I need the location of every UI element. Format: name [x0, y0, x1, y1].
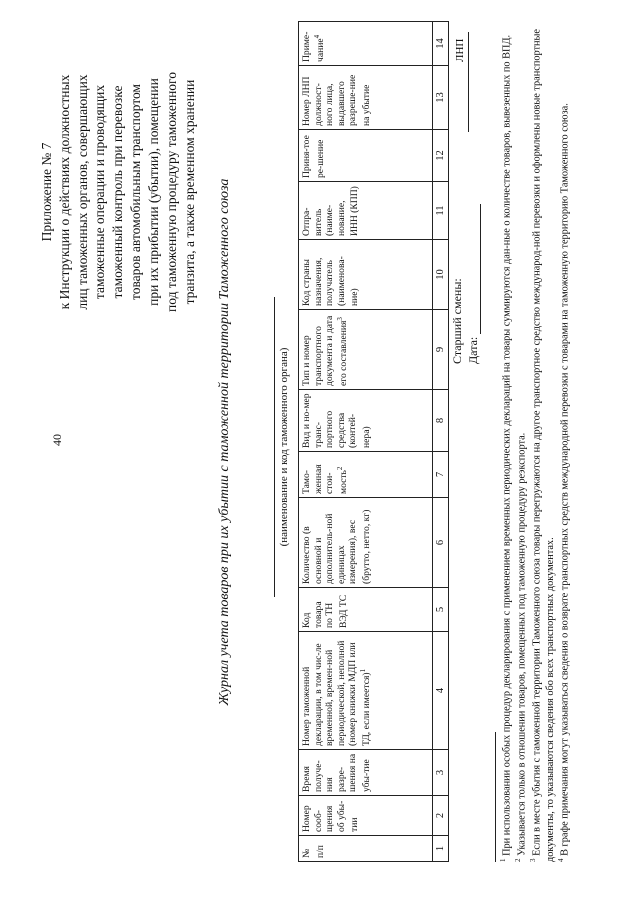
column-number: 2: [433, 796, 449, 836]
header-cell: Отпра-витель (наиме-нование, ИНН (КПП): [299, 182, 433, 240]
column-number: 8: [433, 390, 449, 452]
appendix-line: к Инструкции о действиях должностных: [56, 74, 72, 310]
column-number: 10: [433, 240, 449, 310]
rotated-page-content: [32, 22, 622, 862]
footnote: $^1$ При использовании особых процедур декларирования с применением временных периодических деклараций на товары суммируются дан-ные о количестве товаров, вывезенных по ВПД.: [499, 34, 513, 862]
lnp-label: ЛНП: [454, 38, 466, 62]
footnote-rule: [495, 732, 496, 862]
appendix-line: лиц таможенных органов, совершающих: [74, 74, 90, 310]
header-row: [299, 22, 433, 862]
column-number: 3: [433, 750, 449, 796]
header-cell: Количество (в основной и дополнитель-ной единицах измерения), вес (брутто, нетто, кг): [299, 498, 433, 588]
column-number: 12: [433, 130, 449, 182]
date-label: Дата:: [466, 336, 480, 364]
appendix-line: таможенные операции и проводящих: [92, 84, 108, 300]
footnote: $^2$ Указывается только в отношении товаров, помещенных под таможенную процедуру реэкспорта.: [514, 432, 528, 862]
column-number: 9: [433, 310, 449, 390]
footnote: $^3$ Если в месте убытия с таможенной территории Таможенного союза товары перегружаются на другое транспортное средство международ-ной перевозки и оформлены новые транспортные документы, то указываются сведения обо всех транспортных документах.: [529, 29, 556, 862]
column-number: 14: [433, 22, 449, 66]
header-cell: Приня-тое ре-шение: [299, 130, 433, 182]
org-fill-line: [274, 297, 275, 597]
signature-line: [468, 32, 469, 132]
footnote: $^4$ В графе примечания могут указываться сведения о возврате транспортных средств международной перевозки с товарами на таможенную территорию Таможенного союза.: [557, 103, 571, 862]
header-cell: Тамо-женная стои-мость$^2$: [299, 452, 433, 498]
column-number: 11: [433, 182, 449, 240]
appendix-line: Приложение № 7: [39, 142, 54, 242]
appendix-line: транзита, а также временном хранении: [181, 79, 197, 305]
org-caption: (наименование и код таможенного органа): [278, 347, 290, 547]
header-cell: Номер таможенной декларации, в том чис-ле временной, времен-ной периодической, неполной (номер книжки МДП или ТД, если имеется)$^1$: [299, 632, 433, 750]
column-number: 4: [433, 632, 449, 750]
appendix-line: товаров автомобильным транспортом: [128, 84, 144, 300]
journal-table: [298, 21, 449, 862]
page-number: 40: [50, 434, 64, 446]
date-blank-line: [480, 204, 481, 334]
column-number: 7: [433, 452, 449, 498]
header-cell: Вид и но-мер транс-портного средства (контей-нера): [299, 390, 433, 452]
header-cell: Время получе-ния разре-шения на убы-тие: [299, 750, 433, 796]
shift-senior-label: Старший смены:: [450, 278, 464, 364]
header-cell: № п/п: [299, 836, 433, 862]
column-number-row: [433, 22, 449, 862]
appendix-line: под таможенную процедуру таможенного: [163, 71, 179, 313]
appendix-heading: [38, 42, 198, 342]
column-number: 6: [433, 498, 449, 588]
column-number: 5: [433, 588, 449, 632]
header-cell: Код товара по ТН ВЭД ТС: [299, 588, 433, 632]
header-cell: Номер ЛНП должност-ного лица, выдавшего разреше-ние на убытие: [299, 66, 433, 130]
column-number: 13: [433, 66, 449, 130]
appendix-line: таможенный контроль при перевозке: [110, 85, 126, 299]
header-cell: Номер сооб-щения об убы-тии: [299, 796, 433, 836]
appendix-line: при их прибытии (убытии), помещении: [145, 78, 161, 306]
journal-title: Журнал учета товаров при их убытии с таможенной территории Таможенного союза: [217, 178, 232, 706]
footnotes: [499, 22, 573, 862]
header-cell: Приме-чание$^4$: [299, 22, 433, 66]
date-field: [466, 204, 481, 364]
column-number: 1: [433, 836, 449, 862]
header-cell: Тип и номер транспортного документа и дата его составления$^3$: [299, 310, 433, 390]
header-cell: Код страны назначения, получатель (наименова-ние): [299, 240, 433, 310]
